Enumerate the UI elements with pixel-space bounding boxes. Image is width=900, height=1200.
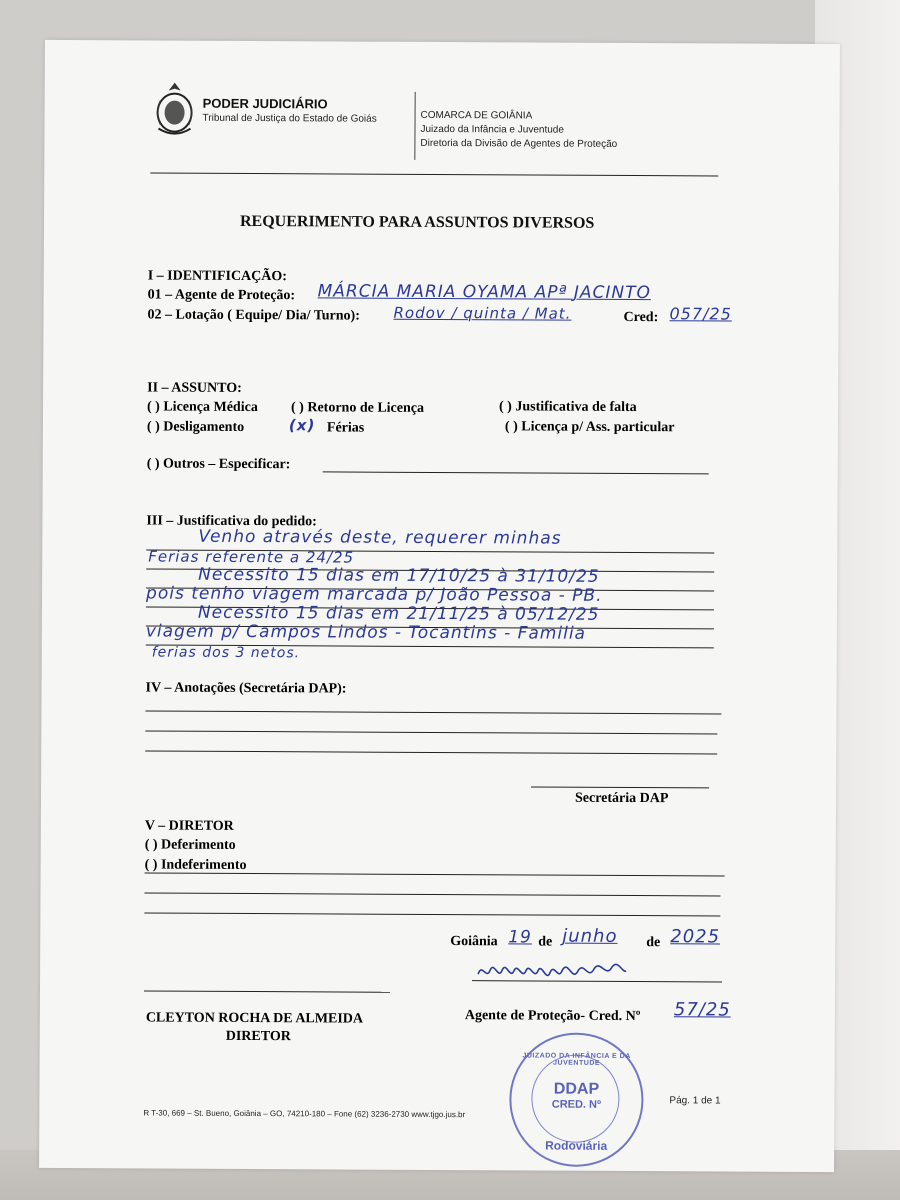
diretor-heading: V – DIRETOR (144, 818, 234, 834)
option-retorno-licenca: ( ) Retorno de Licença (290, 400, 425, 416)
diretor-signature-line (144, 990, 390, 992)
date-de-1: de (538, 934, 553, 950)
anotacoes-rule-3 (145, 750, 717, 754)
org-title: PODER JUDICIÁRIO (202, 95, 328, 112)
date-month: junho (562, 925, 618, 947)
coat-of-arms-icon (152, 80, 196, 138)
stamp-ring-text: JUIZADO DA INFÂNCIA E DA JUVENTUDE (522, 1052, 631, 1067)
cred-label: Cred: (623, 309, 659, 326)
justificativa-line-5: Necessito 15 dias em 21/11/25 à 05/12/25 (197, 602, 600, 625)
anotacoes-heading: IV – Anotações (Secretária DAP): (145, 680, 347, 697)
lotacao-value: Rodov / quinta / Mat. (393, 303, 572, 323)
stamp-subtitle: CRED. Nº (551, 1098, 602, 1111)
option-licenca-medica: ( ) Licença Médica (146, 399, 258, 416)
option-ferias: Férias (326, 420, 365, 436)
footer-address: R T-30, 669 – St. Bueno, Goiânia – GO, 74210-180 – Fone (62) 3236-2730 www.tjgo.jus.br (143, 1108, 466, 1120)
option-outros: ( ) Outros – Especificar: (146, 456, 291, 473)
diretor-rule-2 (144, 892, 720, 896)
diretor-rule-3 (144, 912, 720, 916)
option-justificativa-falta: ( ) Justificativa de falta (499, 399, 637, 416)
dept-line1: COMARCA DE GOIÂNIA (420, 109, 533, 122)
diretor-name: CLEYTON ROCHA DE ALMEIDA (145, 1010, 364, 1027)
document-title: REQUERIMENTO PARA ASSUNTOS DIVERSOS (239, 212, 595, 232)
footer-page: Pág. 1 de 1 (669, 1095, 721, 1107)
identificacao-heading: I – IDENTIFICAÇÃO: (147, 268, 287, 285)
option-licenca-particular: ( ) Licença p/ Ass. particular (504, 419, 675, 436)
justificativa-line-6: viagem p/ Campos Lindos - Tocantins - Familia (145, 621, 587, 644)
justificativa-line-7: ferias dos 3 netos. (151, 644, 301, 662)
secretaria-signature-line (531, 786, 709, 788)
anotacoes-rule-2 (145, 730, 717, 734)
option-indeferimento: ( ) Indeferimento (144, 857, 247, 873)
document-page (39, 40, 840, 1172)
date-city: Goiânia (450, 934, 498, 950)
secretaria-label: Secretária DAP (574, 790, 669, 807)
header-divider (414, 92, 415, 160)
justificativa-line-3: Necessito 15 dias em 17/10/25 à 31/10/25 (198, 564, 600, 587)
outros-line (323, 471, 709, 474)
option-desligamento: ( ) Desligamento (146, 419, 245, 435)
justificativa-line-4: pois tenho viagem marcada p/ João Pessoa - PB. (146, 583, 603, 606)
option-deferimento: ( ) Deferimento (144, 837, 236, 853)
dept-line3: Diretoria da Divisão de Agentes de Proteção (420, 137, 618, 150)
diretor-title: DIRETOR (225, 1028, 291, 1045)
agente-label: 01 – Agente de Proteção: (147, 287, 296, 304)
stamp-bottom-text: Rodoviária (545, 1138, 608, 1153)
header-rule (150, 172, 718, 176)
official-stamp (509, 1032, 644, 1167)
justificativa-line-1: Venho através deste, requerer minhas (198, 526, 562, 549)
org-subtitle: Tribunal de Justiça do Estado de Goiás (202, 112, 377, 125)
diretor-rule-1 (145, 872, 725, 876)
agente-cred-value: 57/25 (673, 999, 731, 1021)
agente-value: MÁRCIA MARIA OYAMA APª JACINTO (317, 281, 651, 304)
justificativa-line-2: Ferias referente a 24/25 (148, 547, 355, 567)
option-ferias-checkmark: (x) (288, 416, 316, 435)
date-year: 2025 (670, 926, 721, 948)
stamp-title: DDAP (553, 1080, 600, 1098)
date-day: 19 (508, 927, 532, 948)
dept-line2: Juizado da Infância e Juventude (420, 123, 564, 136)
date-de-2: de (646, 935, 661, 951)
agente-cred-label: Agente de Proteção- Cred. Nº (464, 1008, 641, 1025)
assunto-heading: II – ASSUNTO: (147, 380, 242, 396)
lotacao-label: 02 – Lotação ( Equipe/ Dia/ Turno): (147, 307, 360, 324)
justificativa-heading: III – Justificativa do pedido: (146, 513, 317, 530)
anotacoes-rule-1 (145, 710, 721, 714)
cred-value: 057/25 (669, 304, 732, 324)
